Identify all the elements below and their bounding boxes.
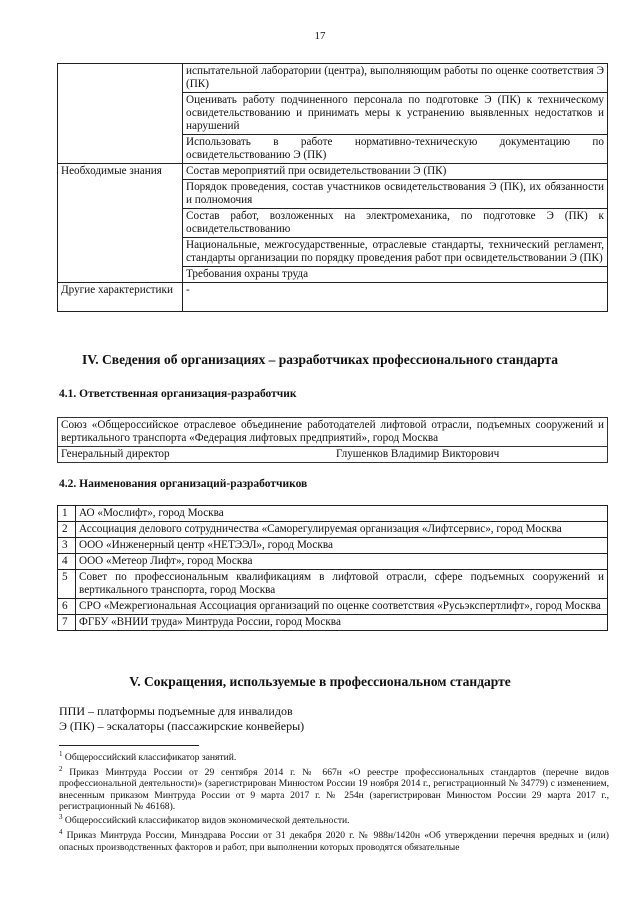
table-row [58,64,608,93]
footnote-divider [59,745,199,746]
table-row [58,506,608,522]
footnote: $^1$ Общероссийский классификатор занятий. [59,750,237,764]
footnote: $^4$ Приказ Минтруда России, Минздрава России от 31 декабря 2020 г. № 988н/1420н «Об утверждении перечня вредных и (или) опасных производственных факторов и работ, при выполнении которых проводятся обязательные [59,828,609,853]
row-number: 5 [58,570,76,599]
table-cell: Порядок проведения, состав участников освидетельствования Э (ПК), их обязанности и полномочия [183,180,608,209]
table-cell: Требования охраны труда [183,267,608,283]
table-row [58,538,608,554]
row-number: 7 [58,615,76,631]
table-cell: Национальные, межгосударственные, отраслевые стандарты, технический регламент, стандарты организации по порядку проведения работ при освидетельствовании Э (ПК) [183,238,608,267]
developer-org: АО «Мослифт», город Москва [76,506,608,522]
section-iv-heading: IV. Сведения об организациях – разработчиках профессионального стандарта [82,352,558,367]
director-position: Генеральный директор [61,448,170,460]
row-number: 3 [58,538,76,554]
developer-org: СРО «Межрегиональная Ассоциация организаций по оценке соответствия «Русьэкспертлифт», город Москва [76,599,608,615]
knowledge-skills-table [57,63,608,312]
developer-org: Совет по профессиональным квалификациям в лифтовой отрасли, сфере подъемных сооружений и вертикального транспорта, город Москва [76,570,608,599]
table-row [58,283,608,312]
developer-org: ООО «Инженерный центр «НЕТЭЭЛ», город Москва [76,538,608,554]
footnotes [59,749,609,853]
row-label-other: Другие характеристики [58,283,183,312]
table-cell: Оценивать работу подчиненного персонала по подготовке Э (ПК) к техническому освидетельствованию и принимать меры к устранению выявленных недостатков и нарушений [183,93,608,135]
section-v-heading: V. Сокращения, используемые в профессиональном стандарте [129,674,511,689]
responsible-org-table [57,417,608,463]
developer-org: ООО «Метеор Лифт», город Москва [76,554,608,570]
page-number: 17 [314,30,326,42]
table-row [58,599,608,615]
table-cell: - [183,283,608,312]
table-row [58,418,608,447]
table-cell: Состав работ, возложенных на электромеханика, по подготовке Э (ПК) к освидетельствованию [183,209,608,238]
director-cell [58,447,608,463]
row-label-knowledge: Необходимые знания [58,164,183,283]
table-cell: испытательной лаборатории (центра), выполняющим работы по оценке соответствия Э (ПК) [183,64,608,93]
table-cell: Состав мероприятий при освидетельствовании Э (ПК) [183,164,608,180]
row-number: 1 [58,506,76,522]
table-row [58,164,608,180]
developer-orgs-table [57,505,608,631]
table-row [58,570,608,599]
abbreviation-e-pk: Э (ПК) – эскалаторы (пассажирские конвейеры) [59,719,305,733]
table-row [58,615,608,631]
responsible-org-name: Союз «Общероссийское отраслевое объединение работодателей лифтовой отрасли, подъемных сооружений и вертикального транспорта «Федерация лифтовых предприятий», город Москва [58,418,608,447]
director-name: Глушенков Владимир Викторович [336,448,500,460]
subsection-4-2-heading: 4.2. Наименования организаций-разработчиков [59,478,308,490]
footnote: $^2$ Приказ Минтруда России от 29 сентября 2014 г. № 667н «О реестре профессиональных стандартов (перечне видов профессиональной деятельности)» (зарегистрирован Минюстом России 19 ноября 2014 г., регистрационный № 34779) с изменением, внесенным приказом Минтруда России от 9 марта 2017 г. № 254н (зарегистрирован Минюстом России 29 марта 2017 г., регистрационный № 46168). [59,764,609,812]
footnote: $^3$ Общероссийский классификатор видов экономической деятельности. [59,813,350,827]
table-row [58,554,608,570]
row-label [58,64,183,164]
developer-org: Ассоциация делового сотрудничества «Саморегулируемая организация «Лифтсервис», город Москва [76,522,608,538]
row-number: 6 [58,599,76,615]
table-cell: Использовать в работе нормативно-техническую документацию по освидетельствованию Э (ПК) [183,135,608,164]
table-row [58,522,608,538]
row-number: 4 [58,554,76,570]
developer-org: ФГБУ «ВНИИ труда» Минтруда России, город Москва [76,615,608,631]
abbreviation-ppi: ППИ – платформы подъемные для инвалидов [59,704,293,718]
table-row [58,447,608,463]
subsection-4-1-heading: 4.1. Ответственная организация-разработчик [59,388,297,400]
row-number: 2 [58,522,76,538]
